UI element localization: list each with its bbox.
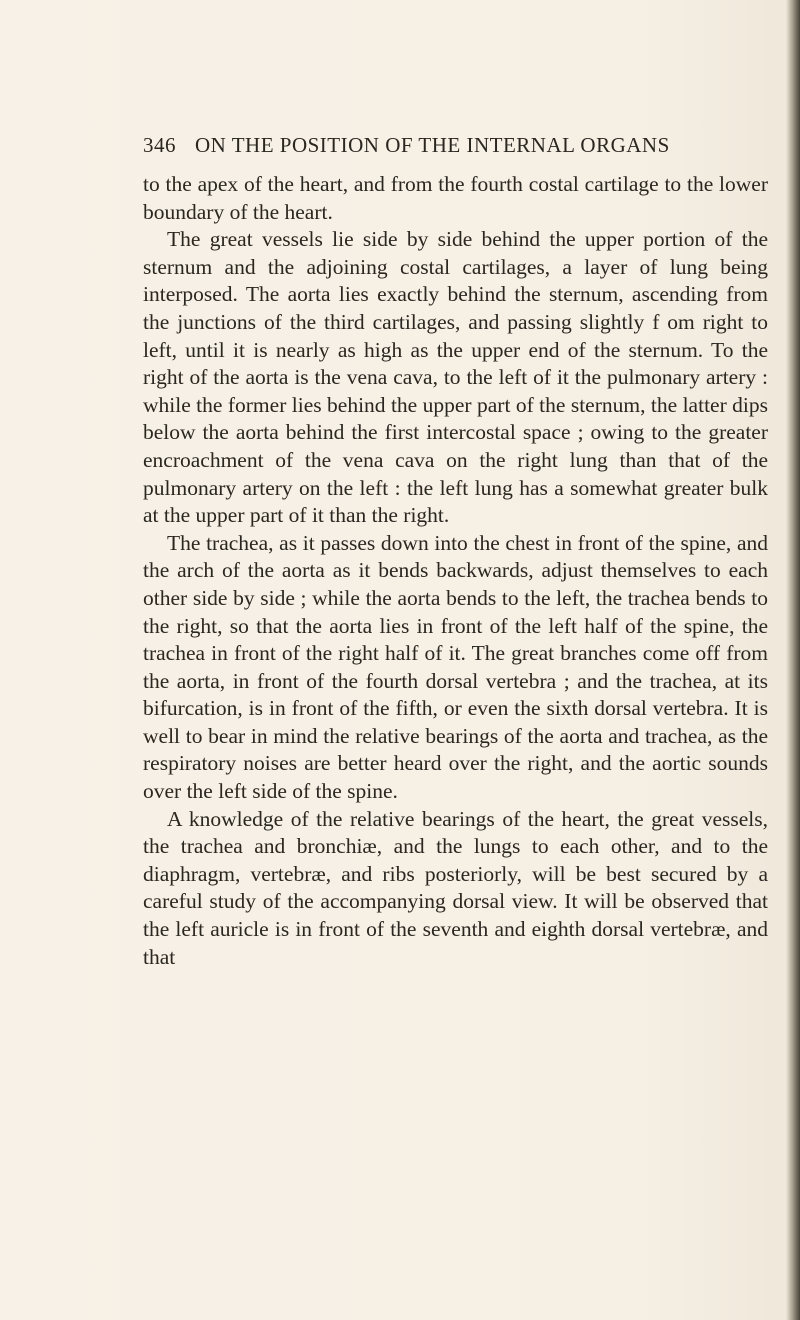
- body-text: [143, 171, 768, 971]
- paragraph: A knowledge of the relative bearings of the heart, the great vessels, the trachea and bronchiæ, and the lungs to each other, and to the diaphragm, vertebræ, and ribs posteriorly, will be best secured by a careful study of the accompanying dorsal view. It will be observed that the left auricle is in front of the seventh and eighth dorsal vertebræ, and that: [143, 806, 768, 969]
- paragraph: to the apex of the heart, and from the fourth costal cartilage to the lower boundary of the heart.: [143, 172, 768, 224]
- page-number: 346: [143, 133, 176, 157]
- paragraph: The great vessels lie side by side behind the upper portion of the sternum and the adjoining costal cartilages, a layer of lung being interposed. The aorta lies exactly behind the sternum, ascending from the junctions of the third cartilages, and passing slightly f om right to left, until it is nearly as high as the upper end of the sternum. To the right of the aorta is the vena cava, to the left of it the pulmonary artery : while the former lies behind the upper part of the sternum, the latter dips below the aorta behind the first intercostal space ; owing to the greater encroachment of the vena cava on the right lung than that of the pulmonary artery on the left : the left lung has a somewhat greater bulk at the upper part of it than the right.: [143, 227, 768, 528]
- running-title: ON THE POSITION OF THE INTERNAL ORGANS: [195, 133, 670, 157]
- page-edge-shadow: [786, 0, 800, 1320]
- running-header: [143, 133, 703, 158]
- paragraph: The trachea, as it passes down into the chest in front of the spine, and the arch of the aorta as it bends backwards, adjust themselves to each other side by side ; while the aorta bends to the left, the trachea bends to the right, so that the aorta lies in front of the left half of the spine, the trachea in front of the right half of it. The great branches come off from the aorta, in front of the fourth dorsal vertebra ; and the trachea, at its bifurcation, is in front of the fifth, or even the sixth dorsal vertebra. It is well to bear in mind the relative bearings of the aorta and trachea, as the respiratory noises are better heard over the right, and the aortic sounds over the left side of the spine.: [143, 530, 768, 804]
